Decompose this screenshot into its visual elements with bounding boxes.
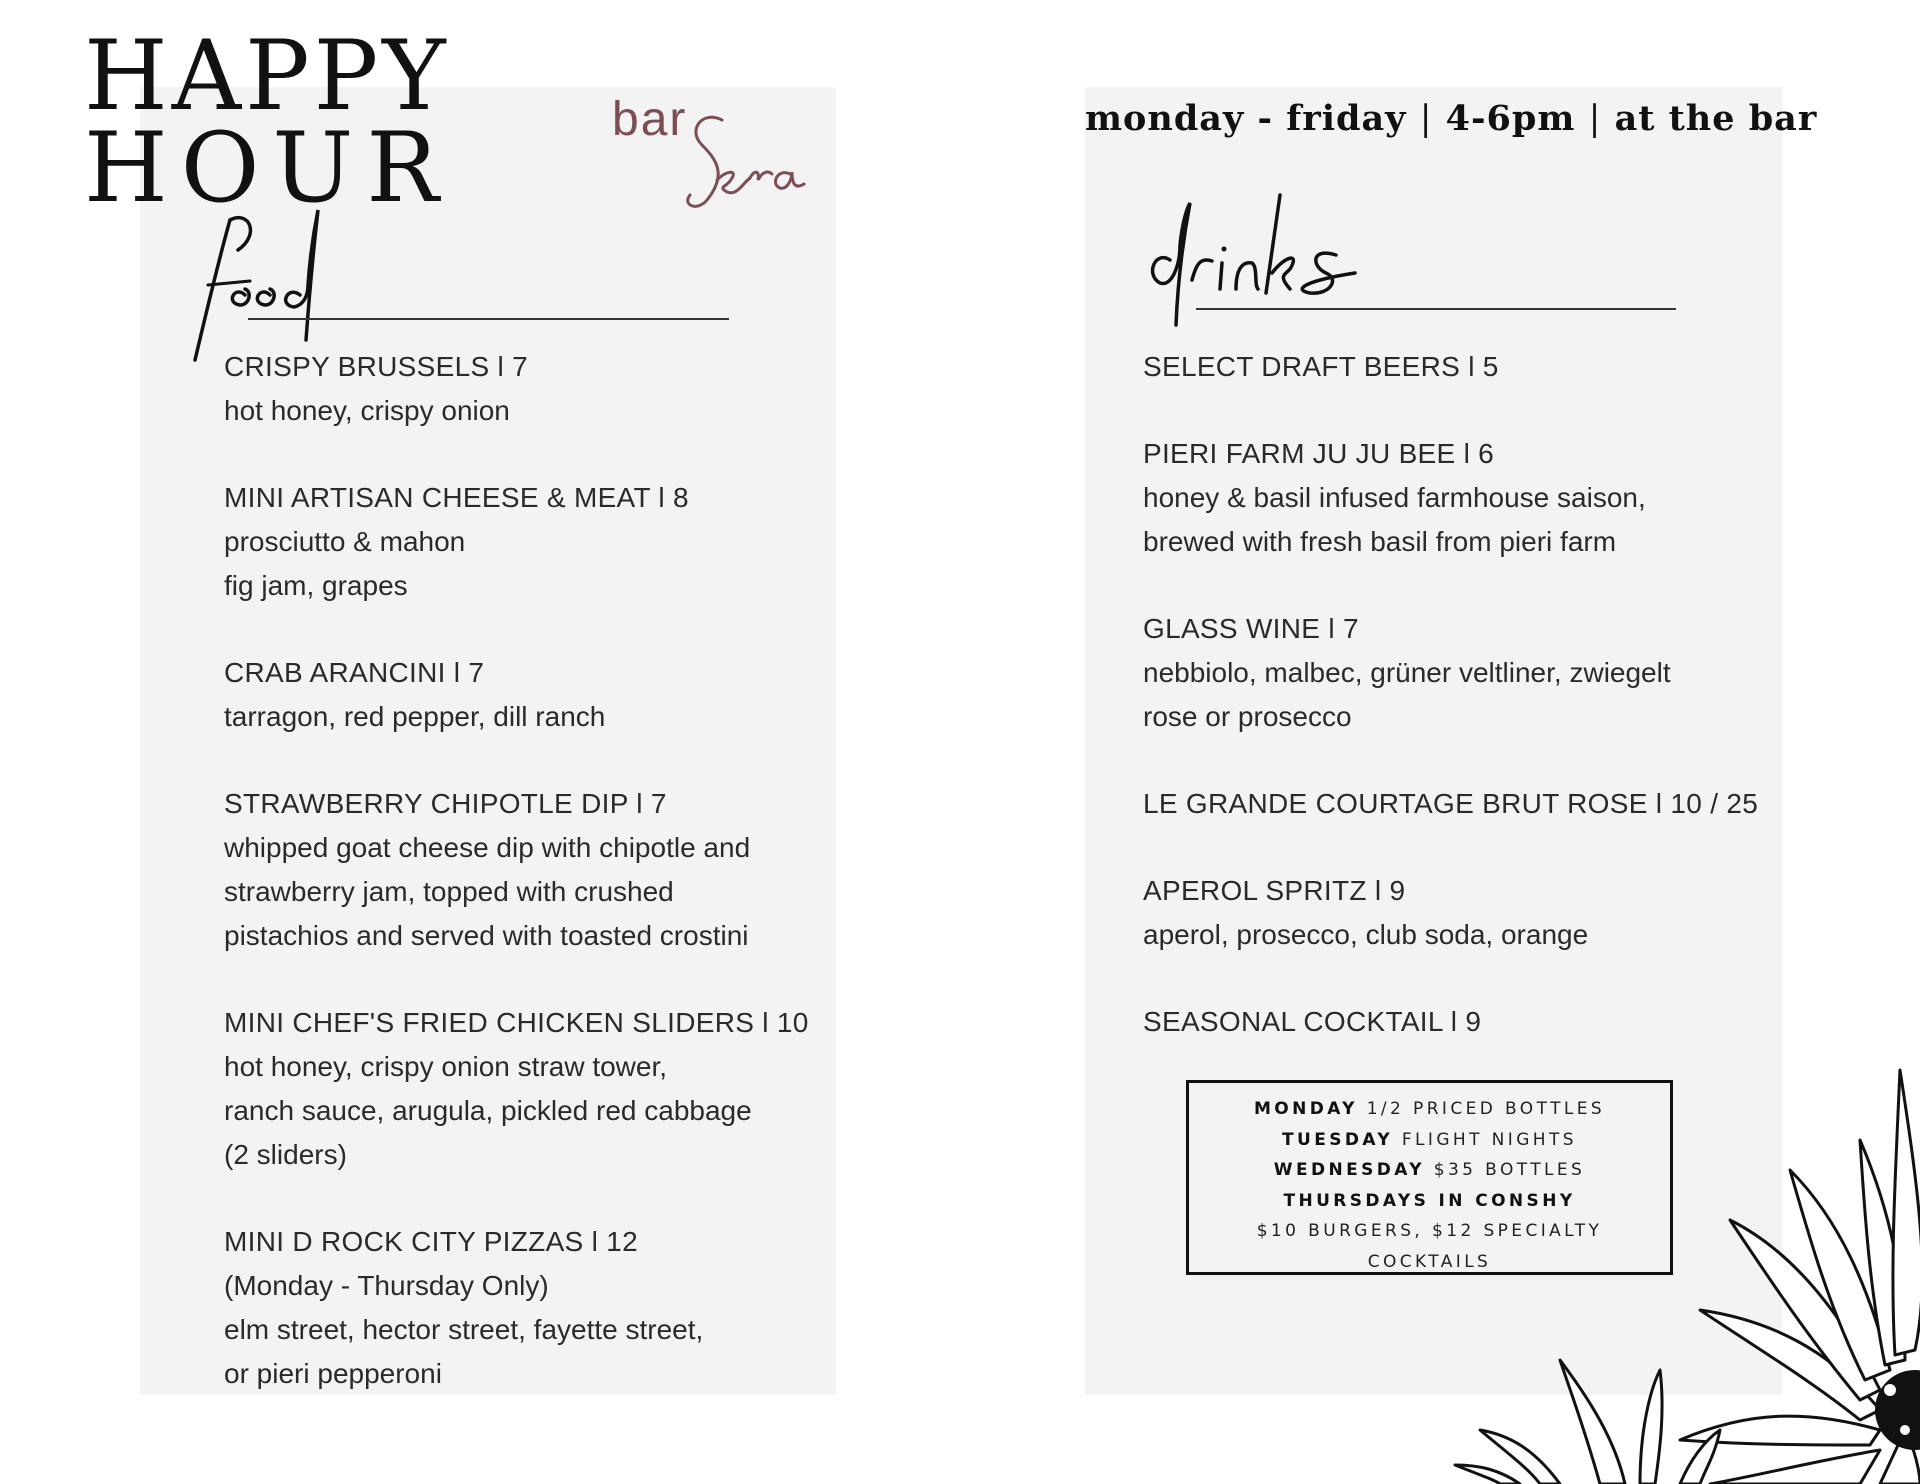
food-menu-item (224, 476, 824, 608)
happy-hour-schedule (1085, 98, 1818, 139)
drinks-menu-item (1143, 345, 1773, 389)
drinks-script-lettering (1140, 185, 1380, 345)
drinks-menu-item (1143, 782, 1773, 826)
special-offer: COCKTAILS (1367, 1251, 1492, 1272)
food-item-title: MINI CHEF'S FRIED CHICKEN SLIDERS l 10 (224, 1007, 809, 1038)
special-offer: $35 BOTTLES (1424, 1160, 1586, 1180)
food-item-description: hot honey, crispy onion (224, 395, 510, 426)
drinks-item-title: LE GRANDE COURTAGE BRUT ROSE l 10 / 25 (1143, 788, 1759, 819)
food-item-description: (Monday - Thursday Only) (224, 1270, 549, 1301)
schedule-separator: | (1419, 99, 1433, 139)
food-item-description: elm street, hector street, fayette street, (224, 1314, 704, 1345)
special-offer: 1/2 PRICED BOTTLES (1357, 1099, 1606, 1119)
food-item-description: tarragon, red pepper, dill ranch (224, 701, 606, 732)
drinks-heading-rule (1196, 308, 1676, 310)
logo-sera-script (682, 100, 832, 220)
food-item-description: fig jam, grapes (224, 570, 408, 601)
food-item-title: CRAB ARANCINI l 7 (224, 657, 485, 688)
food-item-title: CRISPY BRUSSELS l 7 (224, 351, 528, 382)
food-menu-item (224, 651, 824, 739)
food-item-title: MINI D ROCK CITY PIZZAS l 12 (224, 1226, 638, 1257)
schedule-location: at the bar (1614, 98, 1818, 139)
title-line-hour: HOUR (84, 112, 452, 224)
page-title (84, 20, 452, 224)
drinks-item-title: SELECT DRAFT BEERS l 5 (1143, 351, 1499, 382)
drinks-menu-item (1143, 607, 1773, 739)
special-offer: $10 BURGERS, $12 SPECIALTY (1256, 1221, 1603, 1241)
drinks-menu-list (1143, 345, 1773, 1087)
schedule-separator: | (1588, 99, 1602, 139)
food-item-title: STRAWBERRY CHIPOTLE DIP l 7 (224, 788, 667, 819)
drinks-menu-item (1143, 869, 1773, 957)
drinks-item-description: nebbiolo, malbec, grüner veltliner, zwiegelt (1143, 657, 1671, 688)
food-item-description: (2 sliders) (224, 1139, 347, 1170)
food-menu-item (224, 1001, 824, 1177)
food-item-title: MINI ARTISAN CHEESE & MEAT l 8 (224, 482, 689, 513)
food-item-description: whipped goat cheese dip with chipotle and (224, 832, 751, 863)
drinks-item-title: GLASS WINE l 7 (1143, 613, 1359, 644)
food-item-description: or pieri pepperoni (224, 1358, 442, 1389)
drinks-item-title: PIERI FARM JU JU BEE l 6 (1143, 438, 1495, 469)
schedule-days: monday - friday (1085, 98, 1407, 139)
logo-bar-word: bar (612, 93, 688, 146)
drinks-item-description: aperol, prosecco, club soda, orange (1143, 919, 1589, 950)
drinks-item-description: rose or prosecco (1143, 701, 1352, 732)
special-day: WEDNESDAY (1273, 1160, 1425, 1180)
schedule-hours: 4-6pm (1445, 98, 1576, 139)
food-item-description: pistachios and served with toasted crostini (224, 920, 749, 951)
drinks-item-title: SEASONAL COCKTAIL l 9 (1143, 1006, 1482, 1037)
sunflower-illustration (1357, 990, 1920, 1484)
drinks-item-description: honey & basil infused farmhouse saison, (1143, 482, 1646, 513)
food-heading-rule (248, 318, 729, 320)
drinks-item-description: brewed with fresh basil from pieri farm (1143, 526, 1617, 557)
food-menu-list (224, 345, 824, 1439)
title-line-happy: HAPPY (84, 20, 450, 132)
food-item-description: hot honey, crispy onion straw tower, (224, 1051, 668, 1082)
drinks-item-title: APEROL SPRITZ l 9 (1143, 875, 1406, 906)
bar-sera-logo (612, 92, 832, 222)
food-script-lettering (190, 205, 350, 365)
special-day: TUESDAY (1282, 1129, 1394, 1150)
special-offer: FLIGHT NIGHTS (1393, 1129, 1577, 1150)
food-menu-item (224, 782, 824, 958)
food-item-description: strawberry jam, topped with crushed (224, 876, 674, 907)
drinks-heading (1140, 185, 1380, 349)
food-menu-item (224, 345, 824, 433)
special-day: MONDAY (1253, 1099, 1358, 1119)
special-day: THURSDAYS IN CONSHY (1283, 1190, 1576, 1211)
food-menu-item (224, 1220, 824, 1396)
food-item-description: ranch sauce, arugula, pickled red cabbage (224, 1095, 752, 1126)
drinks-menu-item (1143, 432, 1773, 564)
food-item-description: prosciutto & mahon (224, 526, 466, 557)
